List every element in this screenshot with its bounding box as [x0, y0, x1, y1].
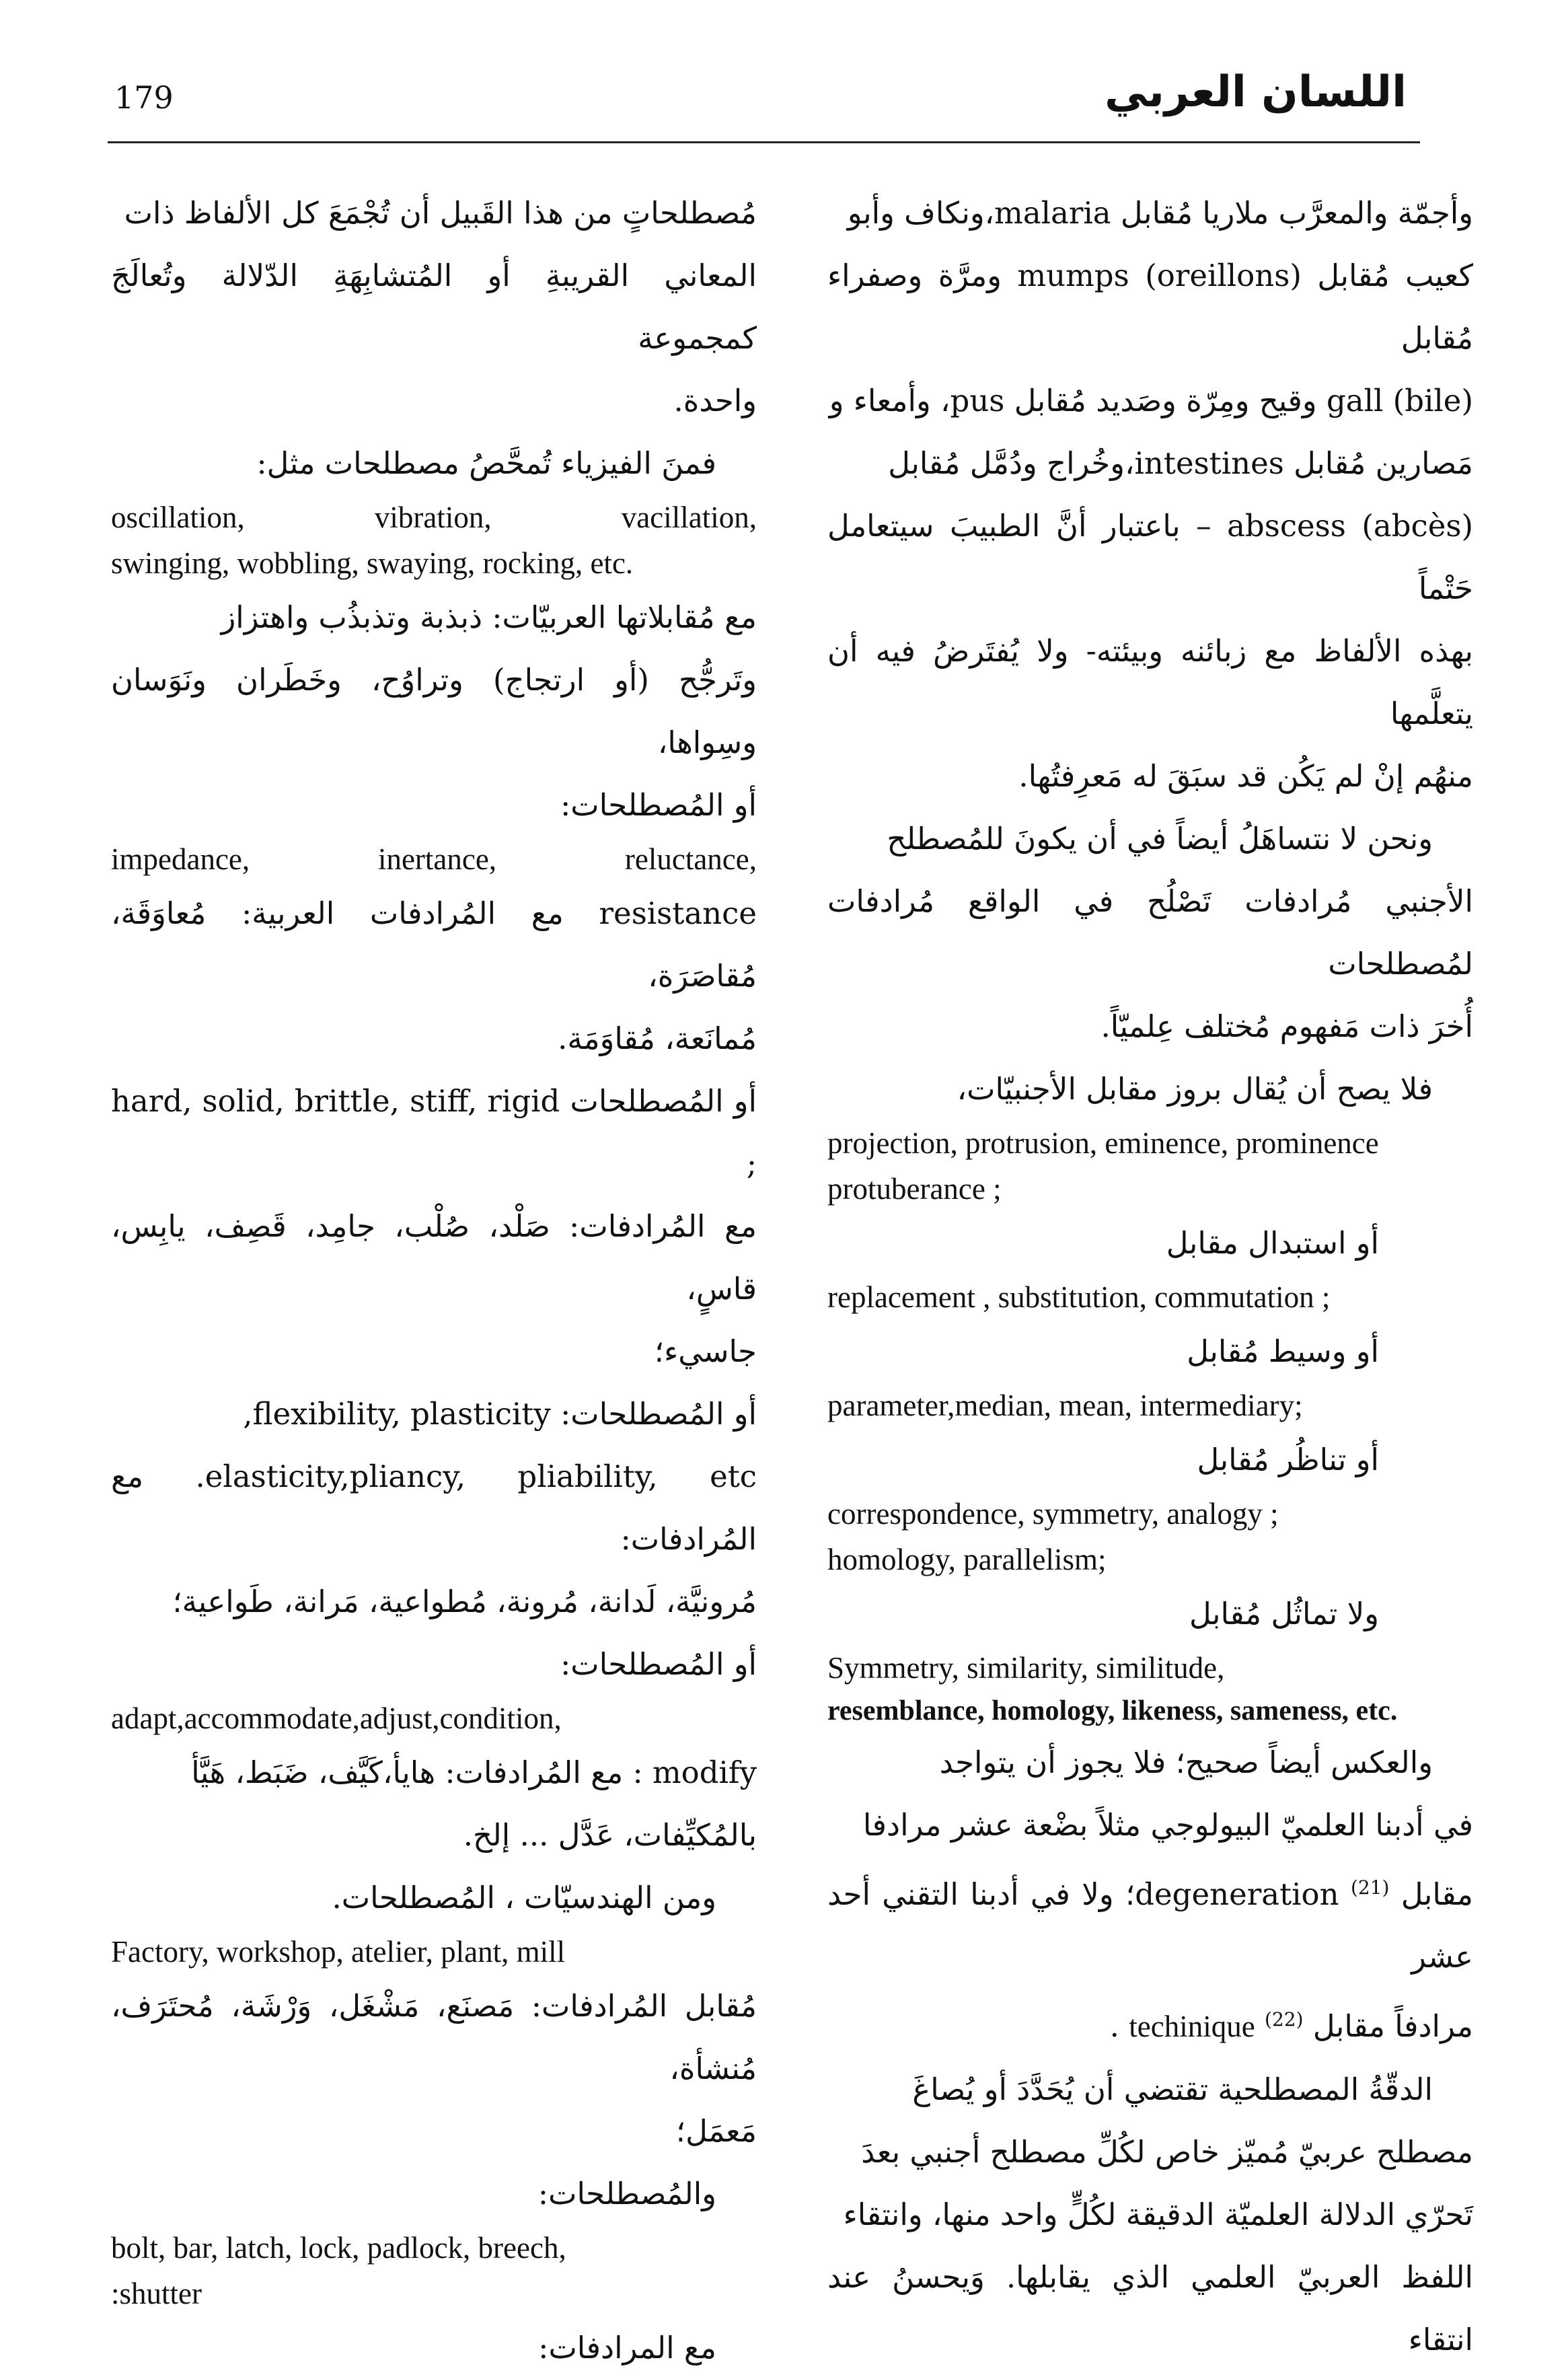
header-rule — [108, 141, 1420, 143]
footnote-ref: (21) — [1350, 1876, 1390, 1899]
english-terms: replacement , substitution, commutation ; — [827, 1280, 1331, 1314]
paragraph-line — [827, 1856, 1473, 1988]
paragraph-line: modify : مع المُرادفات: هايأ،كَيَّف، ضَبَط، هَيَّأ — [191, 1755, 757, 1790]
paragraph-line: أو المُصطلحات: flexibility, plasticity, — [243, 1396, 757, 1432]
paragraph-line: منهُم إنْ لم يَكُن قد سبَقَ له مَعرِفتُها. — [1018, 758, 1473, 794]
paragraph-line: ونحن لا نتساهَلُ أيضاً في أن يكونَ للمُصطلح — [887, 821, 1433, 856]
paragraph-line: أو المُصطلحات: — [560, 1646, 757, 1682]
paragraph-line: والمُصطلحات: — [537, 2176, 716, 2211]
right-column — [827, 182, 1474, 2357]
english-terms: bolt, bar, latch, lock, padlock, breech, — [111, 2231, 566, 2265]
paragraph-line: وتَرجُّح (أو ارتجاج) وتراوُح، وخَطَران ونَوَسان وسِواها، — [111, 662, 757, 760]
paragraph-line: مصطلح عربيّ مُميّز خاص لكُلِّ مصطلح أجنبي بعدَ — [861, 2134, 1473, 2170]
paragraph-line: أُخرَ ذات مَفهوم مُختلف عِلميّاً. — [1100, 1009, 1473, 1044]
paragraph-text: . — [1109, 2008, 1119, 2044]
paragraph-line: أو استبدال مقابل — [1166, 1225, 1379, 1261]
paragraph-line: مع المرادفات: — [538, 2330, 716, 2366]
paragraph-line: في أدبنا العلميّ البيولوجي مثلاً بضْعة عشر مرادفا — [862, 1807, 1473, 1843]
paragraph-line: تَحرّي الدلالة العلميّة الدقيقة لكُلٍّ واحد منها، وانتقاء — [843, 2197, 1473, 2232]
english-terms: adapt,accommodate,adjust,condition, — [111, 1701, 562, 1735]
journal-title: اللسان العربي — [1105, 67, 1407, 117]
paragraph-line: الأجنبي مُرادفات تَصْلُح في الواقع مُرادفات لمُصطلحات — [827, 883, 1473, 982]
left-column — [111, 182, 757, 2366]
paragraph-line: ولا تماثُل مُقابل — [1189, 1596, 1379, 1632]
paragraph-line: مُرونيَّة، لَدانة، مُرونة، مُطواعية، مَرانة، طَواعية؛ — [172, 1584, 757, 1619]
paragraph-line: المعاني القريبةِ أو المُتشابِهَةِ الدّلالة وتُعالَجَ كمجموعة — [111, 258, 757, 356]
paragraph-line: مع المُرادفات: صَلْد، صُلْب، جامِد، قَصِف، يابِس، قاسٍ، — [111, 1208, 757, 1307]
paragraph-line: أو تناظُر مُقابل — [1197, 1442, 1379, 1477]
english-terms: Symmetry, similarity, similitude, — [827, 1651, 1225, 1685]
paragraph-line: والعكس أيضاً صحيح؛ فلا يجوز أن يتواجد — [939, 1745, 1433, 1780]
paragraph-line: مَصارين مُقابل intestines،وخُراج ودُمَّل مُقابل — [888, 445, 1473, 481]
paragraph-line: الدقّةُ المصطلحية تقتضي أن يُحَدَّدَ أو يُصاغَ — [912, 2072, 1433, 2107]
paragraph-line: بهذه الألفاظ مع زبائنه وبيئته- ولا يُفتَرضُ فيه أن يتعلَّمها — [827, 633, 1473, 731]
english-terms: resemblance, homology, likeness, sameness, etc. — [827, 1695, 1398, 1726]
paragraph-line: gall (bile) وقيح ومِرّة وصَديد مُقابل pus، وأمعاء و — [829, 383, 1473, 418]
paragraph-line: أو وسيط مُقابل — [1187, 1333, 1379, 1369]
paragraph-line — [827, 1988, 1473, 2058]
paragraph-line: بالمُكيِّفات، عَدَّل ... إلخ. — [463, 1817, 757, 1853]
english-terms: oscillation, vibration, vacillation, — [111, 501, 757, 534]
paragraph-line: مُمانَعة، مُقاوَمَة. — [558, 1021, 757, 1056]
paragraph-line: resistance مع المُرادفات العربية: مُعاوَقَة، مُقاصَرَة، — [111, 895, 757, 994]
english-terms: swinging, wobbling, swaying, rocking, etc. — [111, 546, 634, 580]
footnote-ref: (22) — [1265, 2008, 1304, 2030]
paragraph-text: مقابل — [1401, 1876, 1473, 1912]
paragraph-line: مُصطلحاتٍ من هذا القَبيل أن تُجْمَعَ كل الألفاظ ذات — [124, 195, 757, 231]
paragraph-text: degeneration؛ ولا في أدبنا التقني أحد عشر — [827, 1876, 1473, 1975]
english-terms: impedance, inertance, reluctance, — [111, 842, 757, 876]
english-terms: parameter,median, mean, intermediary; — [827, 1389, 1303, 1422]
paragraph-line: مع مُقابلاتها العربيّات: ذبذبة وتذبذُب واهتزاز — [221, 599, 757, 635]
english-terms: :shutter — [111, 2277, 202, 2310]
paragraph-line: اللفظ العربيّ العلمي الذي يقابلها. وَيحسنُ عند انتقاء — [827, 2259, 1473, 2357]
english-terms: correspondence, symmetry, analogy ; — [827, 1497, 1279, 1531]
english-terms: homology, parallelism; — [827, 1543, 1107, 1576]
paragraph-text: مرادفاً مقابل — [1312, 2008, 1473, 2044]
paragraph-line: كعيب مُقابل mumps (oreillons) ومرَّة وصفراء مُقابل — [827, 258, 1474, 356]
paragraph-line: ومن الهندسيّات ، المُصطلحات. — [332, 1880, 716, 1915]
paragraph-line: فلا يصح أن يُقال بروز مقابل الأجنبيّات، — [957, 1071, 1433, 1107]
paragraph-line: فمنَ الفيزياء تُمحَّصُ مصطلحات مثل: — [256, 445, 716, 481]
paragraph-line: واحدة. — [673, 383, 757, 418]
paragraph-line: وأجمّة والمعرَّب ملاريا مُقابل malaria،ونكاف وأبو — [847, 195, 1473, 231]
paragraph-line: elasticity,pliancy, pliability, etc. مع المُرادفات: — [111, 1459, 757, 1557]
page-number: 179 — [114, 79, 174, 116]
english-terms: Factory, workshop, atelier, plant, mill — [111, 1935, 566, 1969]
english-terms: projection, protrusion, eminence, prominence protuberance ; — [827, 1126, 1379, 1206]
paragraph-text: techinique — [1129, 2010, 1255, 2043]
paragraph-line: abscess (abcès) – باعتبار أنَّ الطبيبَ سيتعامل حَتْماً — [827, 508, 1473, 606]
paragraph-line: مَعمَل؛ — [675, 2113, 757, 2149]
paragraph-line: جاسيء؛ — [654, 1333, 757, 1369]
paragraph-line: أو المُصطلحات: — [560, 787, 757, 823]
paragraph-line: مُقابل المُرادفات: مَصنَع، مَشْغَل، وَرْشَة، مُحتَرَف، مُنشأة، — [111, 1988, 757, 2086]
paragraph-line: أو المُصطلحات hard, solid, brittle, stiff, rigid ; — [111, 1083, 757, 1181]
